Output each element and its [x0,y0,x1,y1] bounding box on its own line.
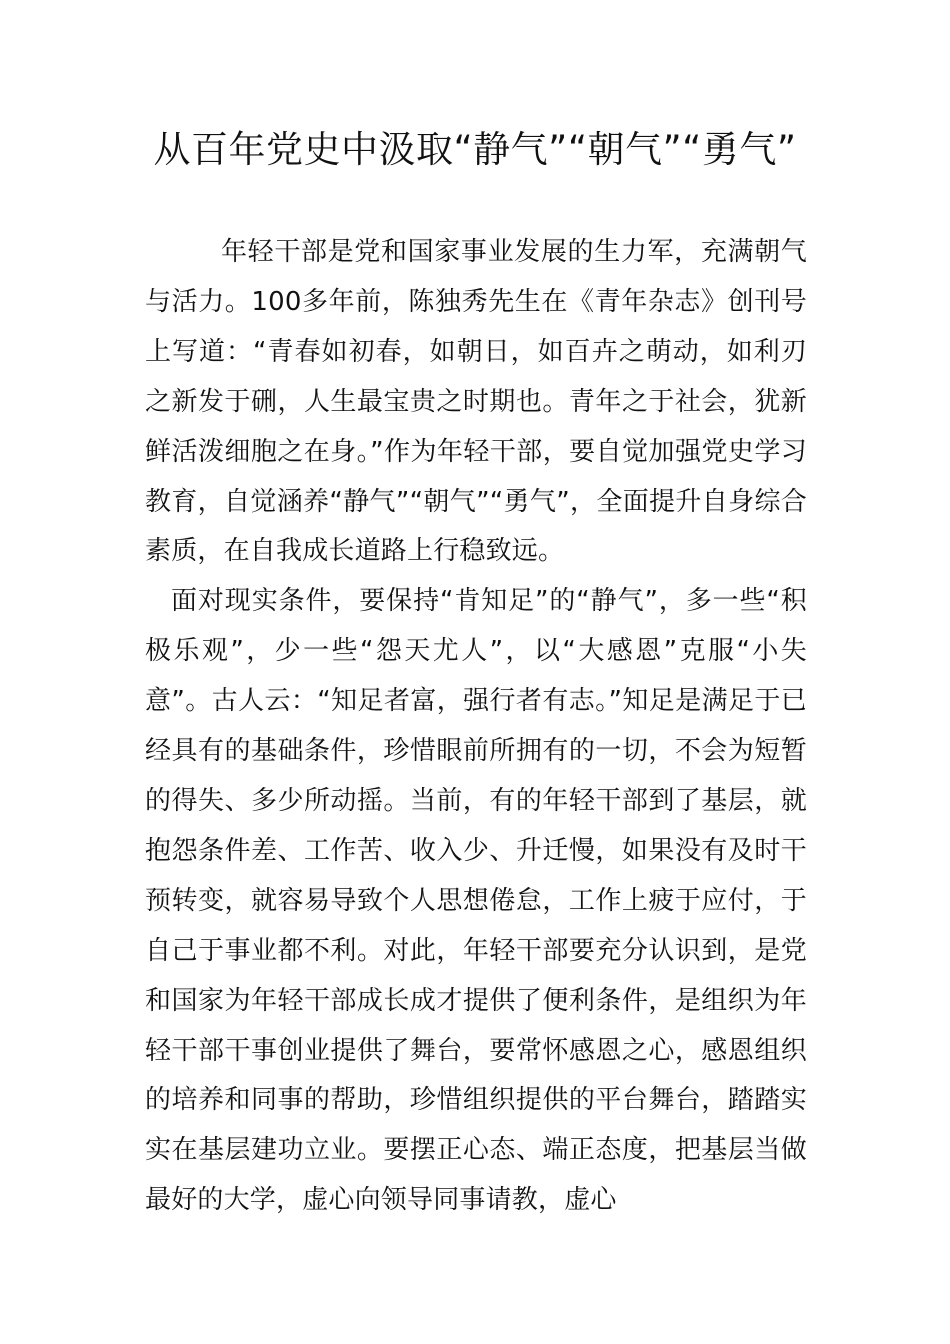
document-body [145,228,807,1226]
body-paragraph-1: 年轻干部是党和国家事业发展的生力军，充满朝气与活力。100多年前，陈独秀先生在《青年杂志》创刊号上写道：“青春如初春，如朝日，如百卉之萌动，如利刃之新发于硎，人生最宝贵之时期也。青年之于社会，犹新鲜活泼细胞之在身。”作为年轻干部，要自觉加强党史学习教育，自觉涵养“静气”“朝气”“勇气”，全面提升自身综合素质，在自我成长道路上行稳致远。 [145,237,807,567]
body-paragraph-2: 面对现实条件，要保持“肯知足”的“静气”，多一些“积极乐观”，少一些“怨天尤人”，以“大感恩”克服“小失意”。古人云：“知足者富，强行者有志。”知足是满足于已经具有的基础条件，珍惜眼前所拥有的一切，不会为短暂的得失、多少所动摇。当前，有的年轻干部到了基层，就抱怨条件差、工作苦、收入少、升迁慢，如果没有及时干预转变，就容易导致个人思想倦怠，工作上疲于应付，于自己于事业都不利。对此，年轻干部要充分认识到，是党和国家为年轻干部成长成才提供了便利条件，是组织为年轻干部干事创业提供了舞台，要常怀感恩之心，感恩组织的培养和同事的帮助，珍惜组织提供的平台舞台，踏踏实实在基层建功立业。要摆正心态、端正态度，把基层当做最好的大学，虚心向领导同事请教，虚心 [145,586,807,1216]
document-title: 从百年党史中汲取“静气”“朝气”“勇气” [153,128,797,171]
